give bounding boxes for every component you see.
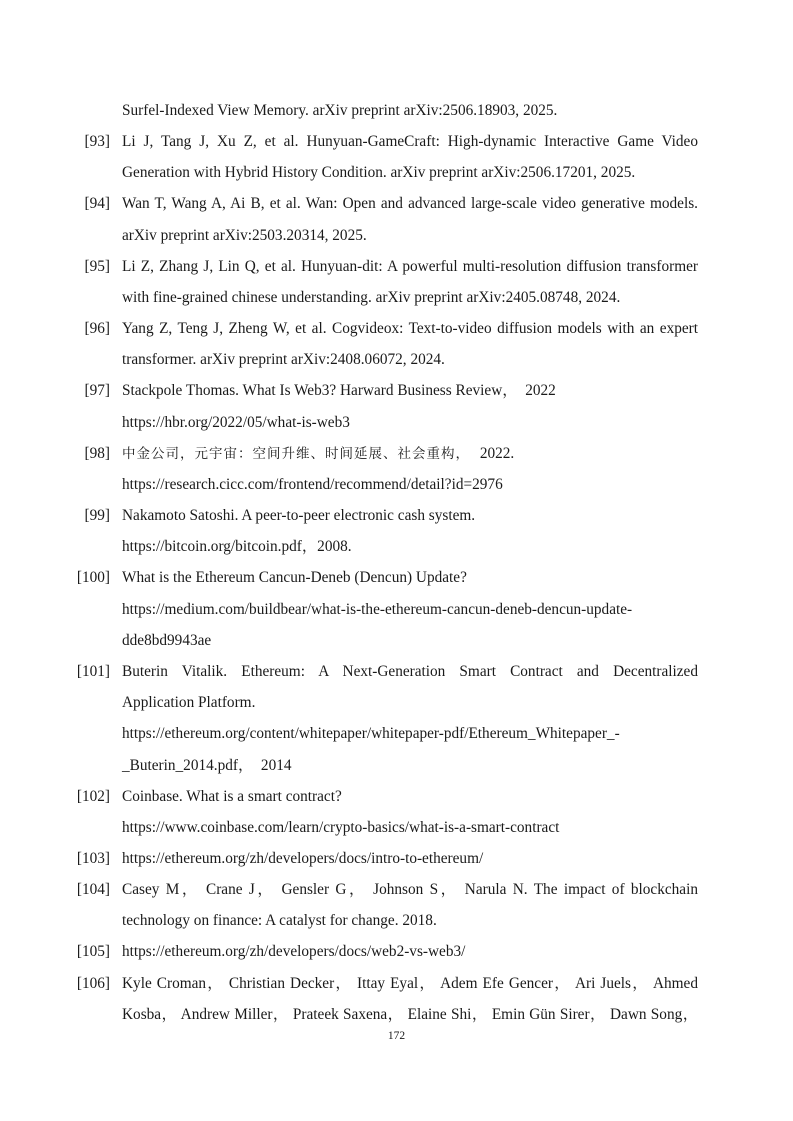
ref-92-line-1: Surfel-Indexed View Memory. arXiv preprint arXiv:2506.18903, 2025.: [122, 102, 558, 119]
ref-96-line-2: transformer. arXiv preprint arXiv:2408.06072, 2024.: [122, 351, 445, 368]
ref-95-line-2: with fine-grained chinese understanding. arXiv preprint arXiv:2405.08748, 2024.: [122, 289, 621, 306]
ref-98-year: 2022.: [479, 445, 515, 462]
ref-101-line-1: Buterin Vitalik. Ethereum: A Next-Generation Smart Contract and Decentralized: [122, 663, 698, 680]
ref-104-number: [104]: [76, 881, 110, 898]
ref-101-line-2: Application Platform.: [122, 694, 256, 711]
ref-101-line-4: _Buterin_2014.pdf， 2014: [122, 757, 292, 774]
ref-94-line-1: Wan T, Wang A, Ai B, et al. Wan: Open and advanced large-scale video generative models.: [122, 195, 698, 212]
ref-100-line-3: dde8bd9943ae: [122, 632, 212, 649]
ref-96-line-1: Yang Z, Teng J, Zheng W, et al. Cogvideox: Text-to-video diffusion models with an expert: [122, 320, 698, 337]
ref-101-line-3: https://ethereum.org/content/whitepaper/whitepaper-pdf/Ethereum_Whitepaper_-: [122, 725, 620, 742]
ref-95-number: [95]: [84, 258, 110, 275]
ref-93-line-2: Generation with Hybrid History Condition. arXiv preprint arXiv:2506.17201, 2025.: [122, 164, 636, 181]
ref-99-line-2: https://bitcoin.org/bitcoin.pdf，2008.: [122, 538, 352, 555]
ref-94-number: [94]: [84, 195, 110, 212]
ref-100-number: [100]: [76, 569, 110, 586]
ref-97-number: [97]: [84, 382, 110, 399]
ref-104-line-2: technology on finance: A catalyst for change. 2018.: [122, 912, 437, 929]
ref-98-chinese-title: 中金公司，元宇宙：空间升维、时间延展、社会重构，: [122, 446, 470, 462]
page-number: 172: [387, 1030, 406, 1042]
ref-98-line-2: https://research.cicc.com/frontend/recommend/detail?id=2976: [122, 476, 503, 493]
ref-98-number: [98]: [84, 445, 110, 462]
ref-104-line-1: Casey M， Crane J， Gensler G， Johnson S， Narula N. The impact of blockchain: [122, 881, 698, 898]
ref-102-line-1: Coinbase. What is a smart contract?: [122, 788, 342, 805]
ref-99-line-1: Nakamoto Satoshi. A peer-to-peer electronic cash system.: [122, 507, 476, 524]
ref-99-number: [99]: [84, 507, 110, 524]
ref-105-number: [105]: [76, 943, 110, 960]
ref-93-number: [93]: [84, 133, 110, 150]
ref-95-line-1: Li Z, Zhang J, Lin Q, et al. Hunyuan-dit: A powerful multi-resolution diffusion transformer: [122, 258, 698, 275]
ref-103-line-1: https://ethereum.org/zh/developers/docs/intro-to-ethereum/: [122, 850, 484, 867]
ref-102-line-2: https://www.coinbase.com/learn/crypto-basics/what-is-a-smart-contract: [122, 819, 560, 836]
ref-102-number: [102]: [76, 788, 110, 805]
ref-100-line-2: https://medium.com/buildbear/what-is-the-ethereum-cancun-deneb-dencun-update-: [122, 601, 633, 618]
ref-105-line-1: https://ethereum.org/zh/developers/docs/web2-vs-web3/: [122, 943, 466, 960]
ref-98-line-1: [122, 444, 698, 464]
ref-103-number: [103]: [76, 850, 110, 867]
ref-97-line-2: https://hbr.org/2022/05/what-is-web3: [122, 414, 350, 431]
ref-100-line-1: What is the Ethereum Cancun-Deneb (Dencun) Update?: [122, 569, 467, 586]
ref-106-number: [106]: [76, 975, 110, 992]
ref-97-line-1: Stackpole Thomas. What Is Web3? Harward Business Review， 2022: [122, 382, 556, 399]
ref-106-line-2: Kosba， Andrew Miller， Prateek Saxena， Elaine Shi， Emin Gün Sirer， Dawn Song，: [122, 1006, 698, 1023]
ref-93-line-1: Li J, Tang J, Xu Z, et al. Hunyuan-GameCraft: High-dynamic Interactive Game Video: [122, 133, 698, 150]
ref-106-line-1: Kyle Croman， Christian Decker， Ittay Eyal， Adem Efe Gencer， Ari Juels， Ahmed: [122, 975, 698, 992]
ref-101-number: [101]: [76, 663, 110, 680]
ref-96-number: [96]: [84, 320, 110, 337]
ref-94-line-2: arXiv preprint arXiv:2503.20314, 2025.: [122, 227, 367, 244]
